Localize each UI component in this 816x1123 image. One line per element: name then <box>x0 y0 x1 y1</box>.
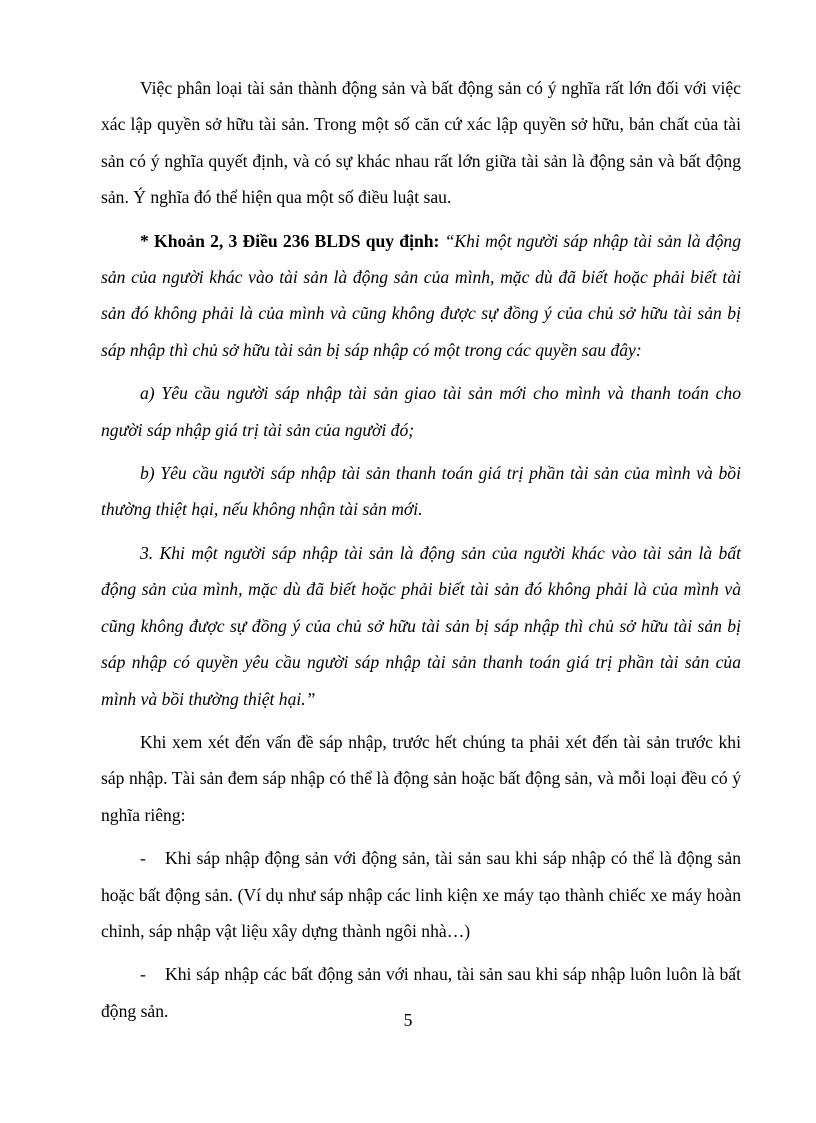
bullet-dash: - <box>140 848 146 869</box>
bullet-dash: - <box>140 964 146 985</box>
article-quote: “Khi một người sáp nhập tài sản là động sản của người khác vào tài sản là động sản của mình, mặc dù đã biết hoặc phải biết tài sản đó không phải là của mình và cũng không được sự đồng ý của chủ sở hữu tài sản bị sáp nhập thì chủ sở hữu tài sản bị sáp nhập có một trong các quyền sau đây: <box>101 230 741 360</box>
bullet-text: Khi sáp nhập động sản với động sản, tài sản sau khi sáp nhập có thể là động sản hoặc bất động sản. (Ví dụ như sáp nhập các linh kiện xe máy tạo thành chiếc xe máy hoàn chỉnh, sáp nhập vật liệu xây dựng thành ngôi nhà…) <box>101 848 741 941</box>
paragraph-article-236 <box>101 223 741 369</box>
bullet-item-movable <box>101 840 741 949</box>
article-reference: * Khoản 2, 3 Điều 236 BLDS quy định: <box>140 230 440 251</box>
paragraph-item-a: a) Yêu cầu người sáp nhập tài sản giao tài sản mới cho mình và thanh toán cho người sáp nhập giá trị tài sản của người đó; <box>101 383 741 440</box>
paragraph-item-b: b) Yêu cầu người sáp nhập tài sản thanh toán giá trị phần tài sản của mình và bồi thường thiệt hại, nếu không nhận tài sản mới. <box>101 463 741 520</box>
paragraph-clause-3: 3. Khi một người sáp nhập tài sản là động sản của người khác vào tài sản là bất động sản của mình, mặc dù đã biết hoặc phải biết tài sản đó không phải là của mình và cũng không được sự đồng ý của chủ sở hữu tài sản bị sáp nhập thì chủ sở hữu tài sản bị sáp nhập có quyền yêu cầu người sáp nhập tài sản thanh toán giá trị phần tài sản của mình và bồi thường thiệt hại.” <box>101 542 741 709</box>
bullet-text: Khi sáp nhập các bất động sản với nhau, tài sản sau khi sáp nhập luôn luôn là bất động sản. <box>101 964 741 1021</box>
paragraph-analysis: Khi xem xét đến vấn đề sáp nhập, trước hết chúng ta phải xét đến tài sản trước khi sáp nhập. Tài sản đem sáp nhập có thể là động sản hoặc bất động sản, và mỗi loại đều có ý nghĩa riêng: <box>101 731 741 825</box>
paragraph-intro: Việc phân loại tài sản thành động sản và bất động sản có ý nghĩa rất lớn đối với việc xác lập quyền sở hữu tài sản. Trong một số căn cứ xác lập quyền sở hữu, bản chất của tài sản có ý nghĩa quyết định, và có sự khác nhau rất lớn giữa tài sản là động sản và bất động sản. Ý nghĩa đó thể hiện qua một số điều luật sau. <box>101 78 741 208</box>
document-page <box>101 70 741 1029</box>
page-number: 5 <box>403 1010 413 1030</box>
